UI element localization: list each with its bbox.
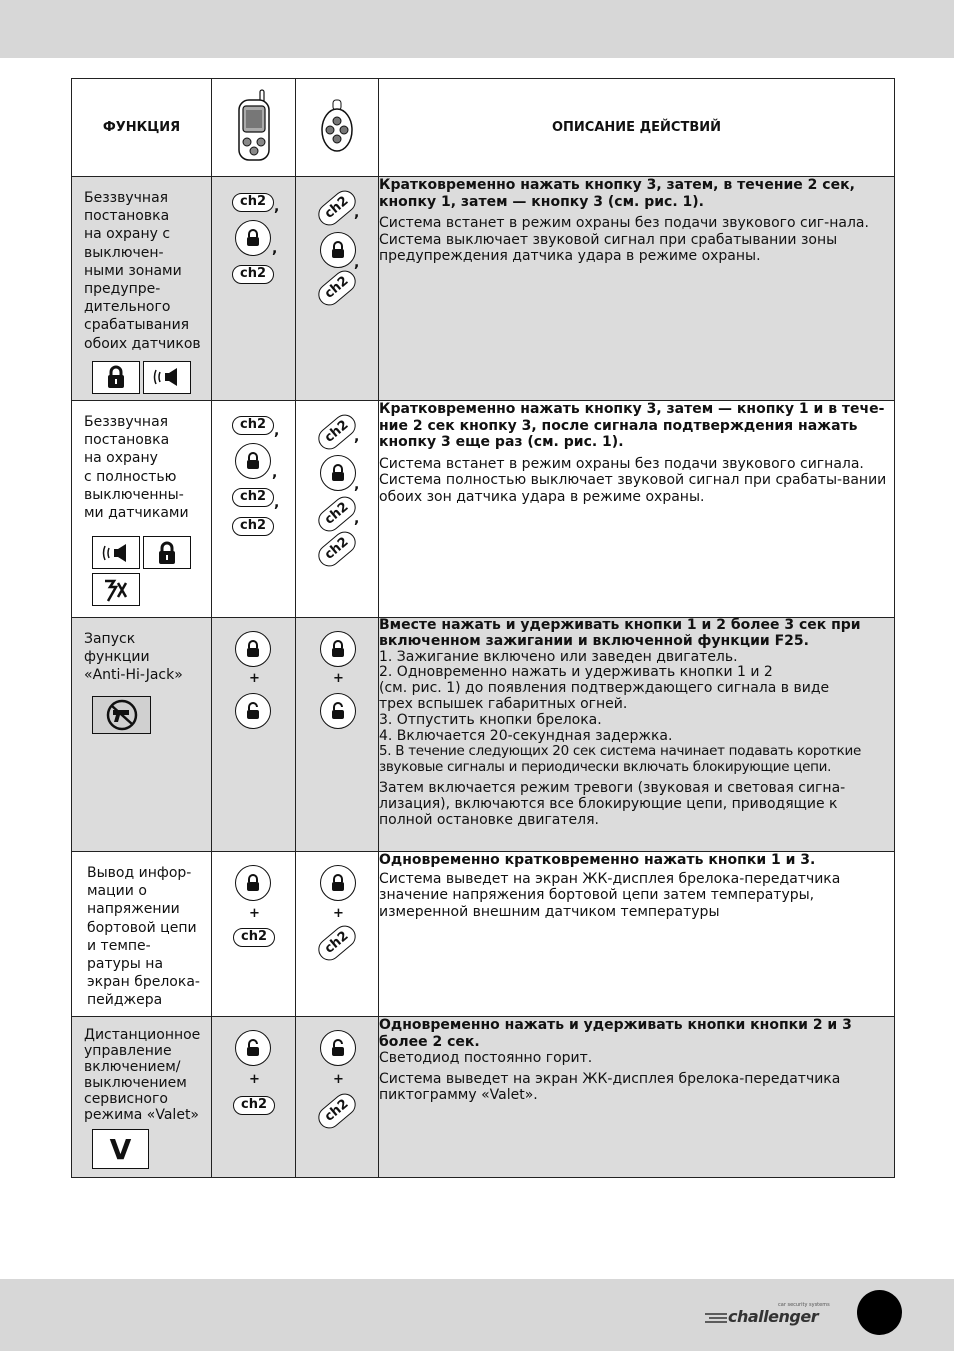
ch2-button: ch2 (314, 492, 360, 536)
ch2-button: ch2 (314, 266, 360, 310)
ch2-button: ch2 (232, 517, 274, 536)
header-remote-1 (212, 79, 296, 177)
compact-remote-icon (319, 98, 355, 154)
remote2-sequence: + (296, 618, 379, 852)
function-cell (72, 1017, 212, 1178)
header-description: ОПИСАНИЕ ДЕЙСТВИЙ (379, 79, 895, 177)
unlock-button (320, 693, 356, 729)
lock-button (320, 631, 356, 667)
table-row (72, 852, 895, 1017)
top-band (0, 0, 954, 58)
anti-hijack-icon (92, 696, 151, 734)
lock-icon (143, 536, 191, 569)
description-cell (379, 401, 895, 618)
function-text: Вывод инфор- мации о напряжении бортовой цепи и темпе- ратуры на экран брелока- пейджера (87, 865, 200, 1009)
function-icons (92, 536, 211, 569)
description-text: Система встанет в режим охраны без подачи звукового сигнала. Система полностью выключает звуковой сигнал при срабаты-вании обоих зон датчика удара в режиме охраны. (379, 455, 887, 505)
function-icons (92, 573, 211, 606)
function-text: Дистанционное управление включением/ выключением сервисного режима «Valet» (84, 1027, 201, 1123)
lock-button (235, 865, 271, 901)
lock-button (320, 865, 356, 901)
description-cell (379, 852, 895, 1017)
table-row (72, 177, 895, 401)
description-text: Система выведет на экран ЖК-дисплея брелока-передатчика значение напряжения бортовой цепи затем температуры, измеренной внешним датчиком температуры (379, 870, 841, 920)
speaker-waves-icon (92, 536, 140, 569)
function-cell (72, 852, 212, 1017)
description-cell (379, 177, 895, 401)
ch2-button: ch2 (233, 1096, 275, 1115)
table-row (72, 401, 895, 618)
unlock-button (235, 693, 271, 729)
description-cell (379, 1017, 895, 1178)
remote2-sequence: + ch2 (296, 1017, 379, 1178)
function-cell (72, 401, 212, 618)
remote1-sequence: ch2 , , ch2 , ch2 (212, 401, 296, 618)
ch2-button: ch2 (314, 186, 360, 230)
remote1-sequence: ch2 , , ch2 (212, 177, 296, 401)
description-text: Система выведет на экран ЖК-дисплея брелока-передатчика пиктограмму «Valet». (379, 1070, 841, 1103)
lock-button (235, 443, 271, 479)
remote1-sequence: + ch2 (212, 852, 296, 1017)
description-bold: Вместе нажать и удерживать кнопки 1 и 2 более 3 сек при включенном зажигании и включенной функции F25. (379, 617, 861, 649)
header-remote-2 (296, 79, 379, 177)
function-icons (92, 696, 211, 734)
ch2-button: ch2 (232, 193, 274, 212)
description-text: Светодиод постоянно горит. (379, 1050, 593, 1066)
description-bold: Кратковременно нажать кнопку 3, затем — кнопку 1 и в тече-ние 2 сек кнопку 3, после сигнала подтверждения нажать кнопку 3 еще раз (см. рис. 1). (379, 401, 885, 450)
function-cell (72, 618, 212, 852)
ch2-button: ch2 (314, 921, 360, 965)
page-number-badge (857, 1290, 902, 1335)
shock-sensor-off-icon (92, 573, 140, 606)
description-bold: Одновременно кратковременно нажать кнопки 1 и 3. (379, 852, 816, 868)
remote2-sequence: ch2 , , ch2 , ch2 (296, 401, 379, 618)
brand-name: challenger (728, 1307, 819, 1326)
lcd-remote-icon (234, 88, 274, 164)
description-bold: Одновременно нажать и удерживать кнопки кнопки 2 и 3 более 2 сек. (379, 1017, 852, 1050)
remote1-sequence: + (212, 618, 296, 852)
remote2-sequence: ch2 , , ch2 (296, 177, 379, 401)
unlock-button (235, 1030, 271, 1066)
remote1-sequence: + ch2 (212, 1017, 296, 1178)
function-icons (92, 361, 211, 394)
remote2-sequence: + ch2 (296, 852, 379, 1017)
function-text: Беззвучная постановка на охрану с выключен- ными зонами предупре- дительного срабатывания обоих датчиков (84, 190, 201, 352)
ch2-button: ch2 (314, 410, 360, 454)
description-text: Затем включается режим тревоги (звуковая и световая сигна-лизация), включаются все блокирующие цепи, приводящие к полной остановке двигателя. (379, 779, 846, 828)
ch2-button: ch2 (232, 488, 274, 507)
function-text: Запуск функции «Anti-Hi-Jack» (84, 631, 183, 684)
ch2-button: ch2 (232, 416, 274, 435)
brand-logo-icon (703, 1312, 729, 1324)
brand-tagline: car security systems (778, 1302, 830, 1308)
valet-icon: V (92, 1129, 149, 1169)
lock-button (320, 455, 356, 491)
function-text: Беззвучная постановка на охрану с полностью выключенны- ми датчиками (84, 414, 189, 522)
lock-icon (92, 361, 140, 394)
speaker-waves-icon (143, 361, 191, 394)
description-text: Система встанет в режим охраны без подачи звукового сиг-нала. Система выключает звуковой сигнал при срабатывании зоны предупреждения датчика удара в режиме охраны. (379, 215, 869, 264)
description-bold: Кратковременно нажать кнопку 3, затем, в течение 2 сек, кнопку 1, затем — кнопку 3 (см. рис. 1). (379, 177, 855, 210)
lock-button (235, 631, 271, 667)
unlock-button (320, 1030, 356, 1066)
function-cell (72, 177, 212, 401)
ch2-button: ch2 (233, 928, 275, 947)
table-row (72, 1017, 895, 1178)
lock-button (320, 232, 356, 268)
table-row (72, 618, 895, 852)
ch2-button: ch2 (232, 265, 274, 284)
lock-button (235, 220, 271, 256)
header-function: ФУНКЦИЯ (72, 79, 212, 177)
functions-table (71, 78, 895, 1178)
description-cell: Вместе нажать и удерживать кнопки 1 и 2 более 3 сек при включенном зажигании и включенной функции F25. 1. Зажигание включено или заведен двигатель. 2. Одновременно нажать и удерживать кнопки 1 и 2 (см. рис. 1) до появления подтверждающего сигнала в виде трех вспышек габаритных огней. 3. Отпустить кнопки брелока. 4. Включается 20-секундная задержка. 5. В течение следующих 20 сек система начинает подавать короткие звуковые сигналы и периодически включать блокирующие цепи. Затем включается режим тревоги (звуковая и световая сигна-лизация), включаются все блокирующие цепи, приводящие к полной остановке двигателя. (379, 618, 895, 852)
ch2-button: ch2 (314, 527, 360, 571)
ch2-button: ch2 (314, 1089, 360, 1133)
table-header (72, 79, 895, 177)
function-icons (92, 1129, 211, 1169)
